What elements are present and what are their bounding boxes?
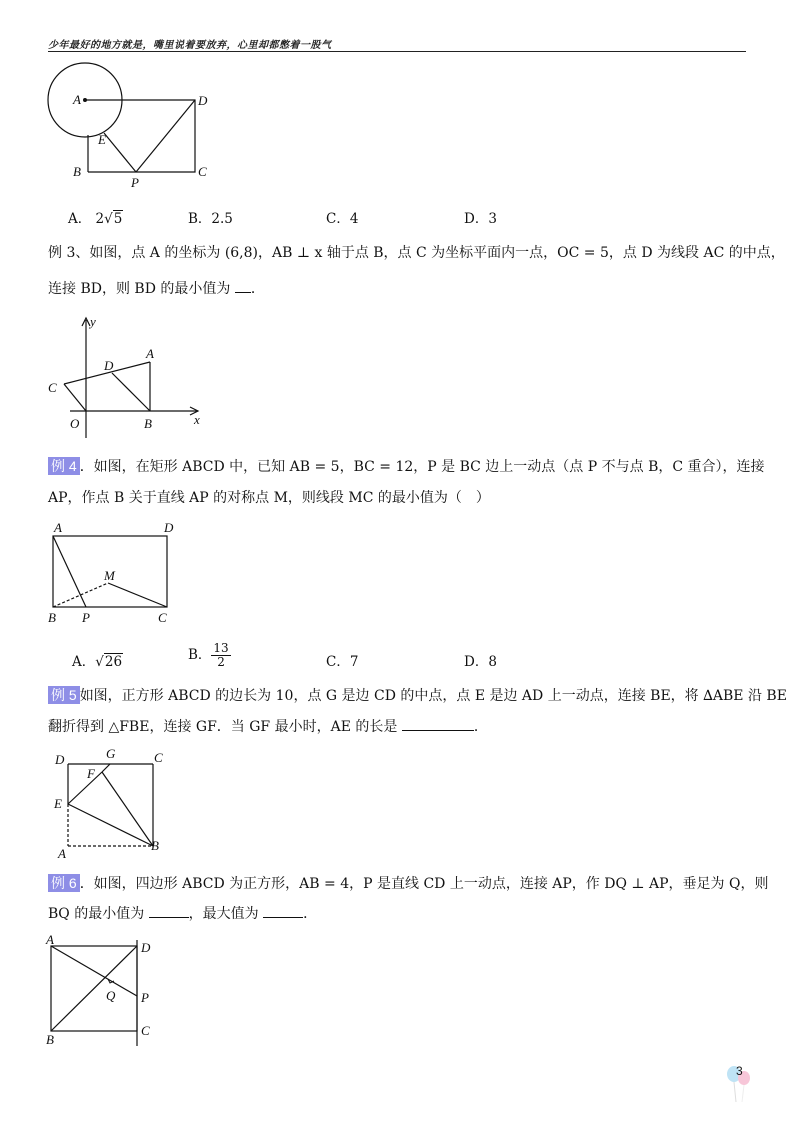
ex3-label-y: y [90,314,96,329]
ex5-label-e: E [54,796,62,811]
ex5-label-b: B [151,838,159,853]
ex3-label-c: C [48,380,57,395]
example3-diagram [40,312,220,442]
ex4-option-d [464,650,497,670]
ex4-option-b-denominator: 2 [217,655,225,669]
ex4-option-a-letter: A． [72,654,96,670]
page-number: 3 [736,1064,743,1078]
ex4-option-c-value: 7 [349,654,359,670]
ex3-label-a: A [146,346,154,361]
example6-line2a-text: BQ 的最小值为 [48,906,145,922]
ex4-label-p: P [82,610,90,625]
example5-line1 [48,686,787,705]
ex6-label-a: A [46,932,54,947]
ex4-option-b-fraction [211,642,230,669]
ex5-label-d: D [55,752,65,767]
ex6-label-d: D [141,940,151,955]
ex6-label-q: Q [106,988,116,1003]
ex5-label-c: C [154,750,163,765]
example5-line2 [48,718,488,736]
example5-line1-text: 如图，正方形 ABCD 的边长为 10，点 G 是边 CD 的中点，点 E 是边 AD 上一动点，连接 BE，将 ∆ABE 沿 BE [79,688,787,704]
example6-line1-text: ．如图，四边形 ABCD 为正方形，AB = 4，P 是直线 CD 上一动点，连接 AP，作 DQ ⊥ AP，垂足为 Q，则 [79,876,769,892]
option-a-letter: A． [68,211,92,227]
ex4-label-c: C [158,610,167,625]
fig1-label-a: A [73,92,81,107]
example6-max-blank [263,905,303,918]
ex4-option-d-letter: D． [464,654,489,670]
example5-answer-blank [402,718,474,731]
example5-line2-end: ． [473,719,488,735]
ex4-label-d: D [164,520,174,535]
ex4-option-c [326,650,358,670]
example5-diagram [40,742,180,860]
example6-tag: 例 6 [48,874,80,892]
ex6-label-p: P [141,990,149,1005]
example6-line2-end: ． [303,906,318,922]
ex4-option-b-numerator: 13 [213,641,229,655]
fig1-label-b: B [73,164,81,179]
example5-tag: 例 5 [48,686,80,704]
fig1-label-e: E [98,132,106,147]
ex3-label-b: B [144,416,152,431]
example3-line2 [48,280,265,298]
option-c [326,207,358,227]
ex4-option-a-radicand: 26 [104,654,123,670]
ex3-label-x: x [194,412,200,427]
option-d-value: 3 [488,211,497,227]
fig1-label-c: C [198,164,207,179]
ex4-option-b-letter: B． [188,647,212,663]
fig1-label-d: D [198,93,208,108]
example4-line1-text: ．如图，在矩形 ABCD 中，已知 AB = 5，BC = 12，P 是 BC 边上一动点（点 P 不与点 B，C 重合），连接 [79,459,765,475]
option-d-letter: D． [464,211,489,227]
example6-line2b-text: ，最大值为 [188,906,259,922]
option-c-value: 4 [349,211,359,227]
header-rule [48,51,746,52]
ex6-label-b: B [46,1032,54,1047]
example4-line1 [48,457,765,476]
ex5-label-g: G [106,746,116,761]
ex3-label-o: O [70,416,80,431]
ex4-label-b: B [48,610,56,625]
option-b [188,207,233,227]
option-a-coef: 2 [95,211,105,227]
ex5-label-f: F [87,766,95,781]
option-d [464,207,497,227]
figure-1-diagram [40,60,230,190]
example3-line1: 例 3、如图，点 A 的坐标为 (6,8)，AB ⊥ x 轴于点 B，点 C 为坐标平面内一点，OC = 5，点 D 为线段 AC 的中点， [48,245,785,261]
ex4-option-b [188,642,231,669]
ex4-option-c-letter: C． [326,654,350,670]
ex3-label-d: D [104,358,114,373]
ex4-option-a [72,650,123,670]
ex4-option-d-value: 8 [488,654,497,670]
option-a-radicand: 5 [113,211,123,227]
example6-min-blank [149,905,189,918]
ex4-label-m: M [104,568,115,583]
example4-tag: 例 4 [48,457,80,475]
ex6-label-c: C [141,1023,150,1038]
example4-diagram [40,518,190,630]
option-a-radical: √5 [104,211,123,227]
example6-diagram [40,932,170,1050]
option-c-letter: C． [326,211,350,227]
example6-line1 [48,874,768,893]
example4-line2: AP，作点 B 关于直线 AP 的对称点 M，则线段 MC 的最小值为（ ） [48,490,490,506]
example6-line2 [48,905,317,923]
example3-line2-end: ． [250,281,265,297]
fig1-label-p: P [131,175,139,190]
ex4-option-a-radical: √26 [95,654,123,670]
option-b-value: 2.5 [211,211,233,227]
example3-line2-text: 连接 BD，则 BD 的最小值为 [48,281,231,297]
option-b-letter: B． [188,211,212,227]
header-motto: 少年最好的地方就是，嘴里说着要放弃，心里却都憋着一股气 [48,40,332,51]
ex4-label-a: A [54,520,62,535]
example5-line2-text: 翻折得到 △FBE，连接 GF．当 GF 最小时，AE 的长是 [48,719,398,735]
option-a [68,207,123,227]
example3-answer-blank [235,280,251,293]
ex5-label-a: A [58,846,66,860]
